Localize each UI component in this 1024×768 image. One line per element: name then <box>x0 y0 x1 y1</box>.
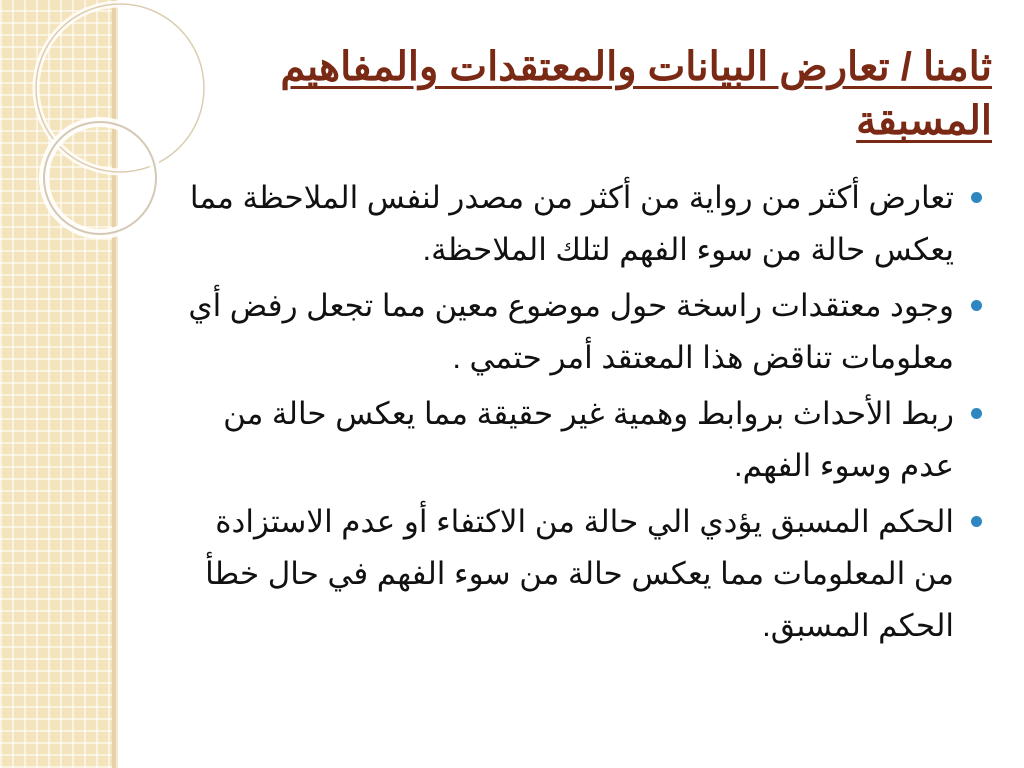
bullet-dot-icon <box>971 300 982 311</box>
slide-title: ثامنا / تعارض البيانات والمعتقدات والمفاهيم المسبقة <box>280 45 992 143</box>
bullet-dot-icon <box>971 408 982 419</box>
list-item <box>184 280 984 384</box>
bullet-text: تعارض أكثر من رواية من أكثر من مصدر لنفس الملاحظة مما يعكس حالة من سوء الفهم لتلك الملاحظة. <box>189 180 954 267</box>
decorative-circles-icon <box>0 0 200 300</box>
list-item <box>184 388 984 492</box>
bullet-dot-icon <box>971 192 982 203</box>
list-item <box>184 496 984 652</box>
bullet-text: وجود معتقدات راسخة حول موضوع معين مما تجعل رفض أي معلومات تناقض هذا المعتقد أمر حتمي . <box>188 288 954 375</box>
bullet-list <box>184 172 984 656</box>
bullet-text: الحكم المسبق يؤدي الي حالة من الاكتفاء أو عدم الاستزادة من المعلومات مما يعكس حالة من سوء الفهم في حال خطأ الحكم المسبق. <box>205 504 954 643</box>
bullet-dot-icon <box>971 516 982 527</box>
list-item <box>184 172 984 276</box>
bullet-text: ربط الأحداث بروابط وهمية غير حقيقة مما يعكس حالة من عدم وسوء الفهم. <box>223 396 954 483</box>
